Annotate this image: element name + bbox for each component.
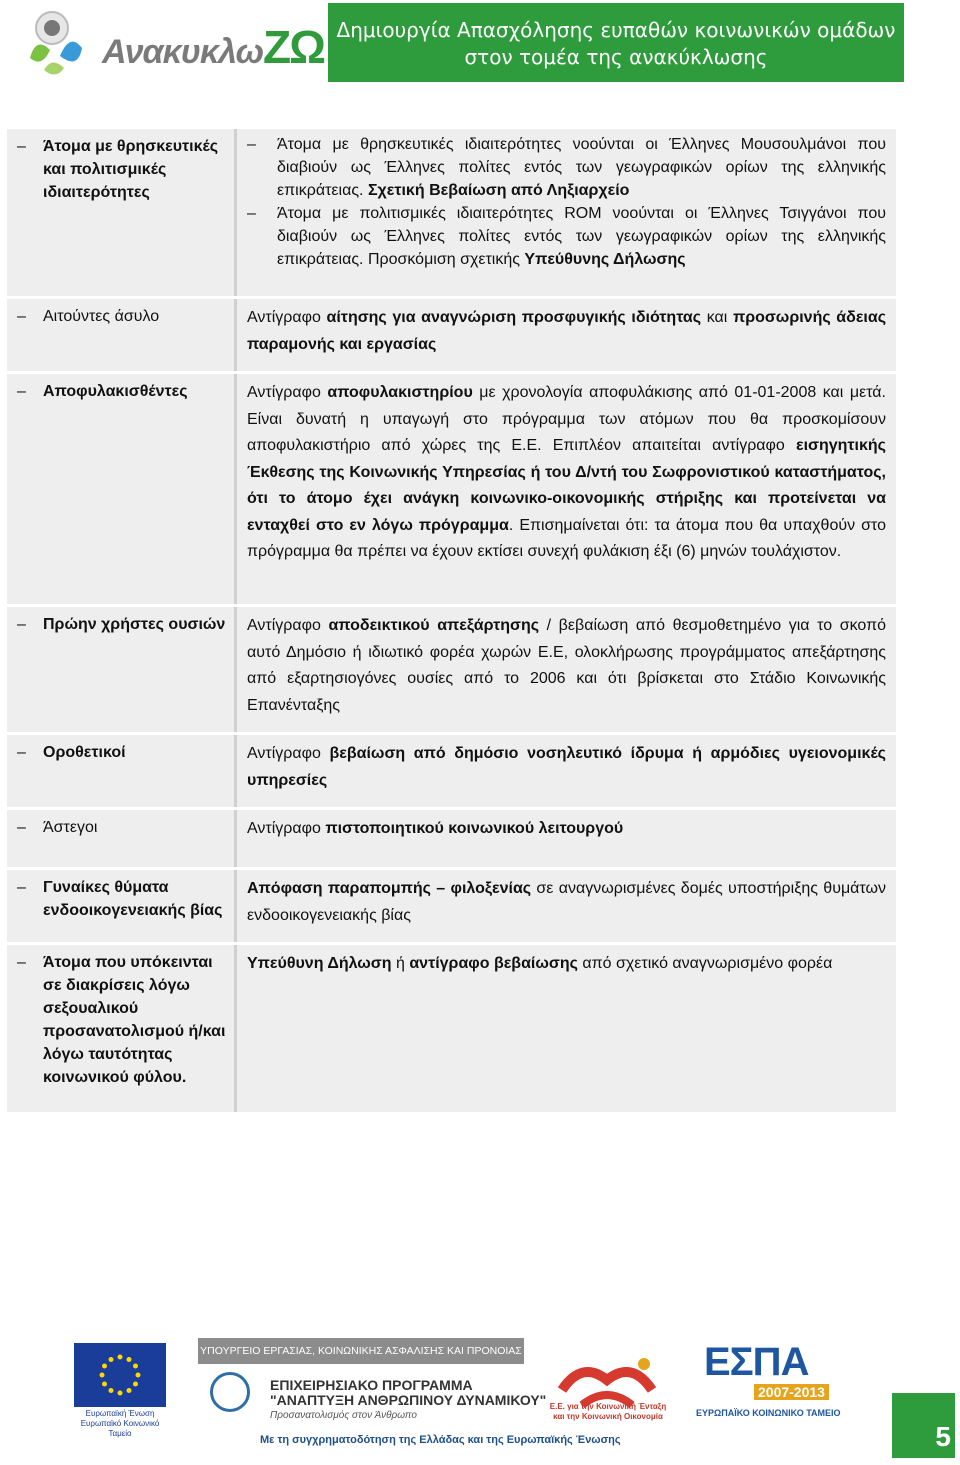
espa-title: ΕΣΠΑ xyxy=(704,1340,809,1384)
category-label: Πρώην χρήστες ουσιών xyxy=(43,616,226,633)
category-cell: – Άτομα που υπόκεινται σε διακρίσεις λόγω σεξουαλικού προσανατολισμού ή/και λόγω ταυτότητας κοινωνικού φύλου. xyxy=(7,945,237,1112)
program-title: ΕΠΙΧΕΙΡΗΣΙΑΚΟ ΠΡΟΓΡΑΜΜΑ "ΑΝΑΠΤΥΞΗ ΑΝΘΡΩΠΙΝΟΥ ΔΥΝΑΜΙΚΟΥ" xyxy=(270,1377,547,1408)
requirement-cell: Απόφαση παραπομπής – φιλοξενίας σε αναγνωρισμένες δομές υποστήριξης θυμάτων ενδοοικογενειακής βίας xyxy=(247,880,886,924)
table-row xyxy=(7,870,896,945)
table-row xyxy=(7,810,896,870)
footer-logos xyxy=(74,1338,844,1456)
cofinance-note: Με τη συγχρηματοδότηση της Ελλάδας και της Ευρωπαϊκής Ένωσης xyxy=(260,1434,621,1446)
documents-table xyxy=(7,129,896,1115)
requirement-cell: Αντίγραφο αίτησης για αναγνώριση προσφυγικής ιδιότητας και προσωρινής άδειας παραμονής και εργασίας xyxy=(247,309,887,353)
ministry-band: ΥΠΟΥΡΓΕΙΟ ΕΡΓΑΣΙΑΣ, ΚΟΙΝΩΝΙΚΗΣ ΑΣΦΑΛΙΣΗΣ ΚΑΙ ΠΡΟΝΟΙΑΣ xyxy=(198,1338,524,1364)
requirement-text: Άτομα με πολιτισμικές ιδιαιτερότητες ROM νοούνται οι Έλληνες Τσιγγάνοι που διαβιούν ως Έλληνες πολίτες εντός των γεωγραφικών ορίων της ελληνικής επικράτειας. Προσκόμιση σχετικής Υπεύθυνης Δήλωσης xyxy=(277,205,886,268)
social-inclusion-caption: Ε.Ε. για την Κοινωνική Ένταξη και την Κοινωνική Οικονομία xyxy=(549,1402,667,1421)
table-row xyxy=(7,129,896,299)
table-row xyxy=(7,735,896,810)
eu-caption: Ευρωπαϊκή Ένωση Ευρωπαϊκό Κοινωνικό Ταμείο xyxy=(80,1409,160,1438)
brand-logo xyxy=(22,6,324,82)
category-cell: – Πρώην χρήστες ουσιών xyxy=(7,607,237,732)
category-label: Αποφυλακισθέντες xyxy=(43,383,188,400)
requirement-cell: Αντίγραφο αποδεικτικού απεξάρτησης / βεβαίωση από θεσμοθετημένο για το σκοπό αυτό Δημόσιο ή ιδιωτικό φορέα χωρών Ε.Ε, ολοκλήρωσης προγράμματος απεξάρτησης από εξαρτησιογόνες ουσίες από το 2006 και ότι βρίσκεται στο Στάδιο Κοινωνικής Επανένταξης xyxy=(247,617,886,714)
espa-years: 2007-2013 xyxy=(754,1384,829,1400)
compass-logo-icon xyxy=(210,1372,250,1412)
category-cell xyxy=(7,129,237,296)
header-banner xyxy=(328,3,904,82)
banner-line-1: Δημιουργία Απασχόλησης ευπαθών κοινωνικών ομάδων xyxy=(336,18,896,42)
requirement-cell: Αντίγραφο πιστοποιητικού κοινωνικού λειτουργού xyxy=(247,820,624,837)
category-cell: – Οροθετικοί xyxy=(7,735,237,807)
category-label: Γυναίκες θύματα ενδοοικογενειακής βίας xyxy=(43,879,223,919)
table-row xyxy=(7,374,896,607)
category-cell: – Αιτούντες άσυλο xyxy=(7,299,237,371)
requirement-cell: Αντίγραφο αποφυλακιστηρίου με χρονολογία αποφυλάκισης από 01-01-2008 και μετά. Είναι δυνατή η υπαγωγή στο πρόγραμμα των ατόμων που θα προσκομίσουν αποφυλακιστήριο από χώρες της Ε.Ε. Επιπλέον απαιτείται αντίγραφο εισηγητικής Έκθεσης της Κοινωνικής Υπηρεσίας ή του Δ/ντή του Σωφρονιστικού καταστήματος, ότι το άτομο έχει ανάγκη κοινωνικο-οικονομικής στήριξης και προτείνεται να ενταχθεί στο εν λόγω πρόγραμμα. Επισημαίνεται ότι: τα άτομα που θα υπαχθούν στο πρόγραμμα θα πρέπει να έχουν εκτίσει συνεχή φυλάκιση έξι (6) μηνών τουλάχιστον. xyxy=(247,384,887,560)
category-label: Οροθετικοί xyxy=(43,744,126,761)
table-row xyxy=(7,945,896,1115)
requirement-text: Άτομα με θρησκευτικές ιδιαιτερότητες νοούνται οι Έλληνες Μουσουλμάνοι που διαβιούν ως Έλληνες πολίτες εντός των γεωγραφικών ορίων της ελληνικής επικράτειας. Σχετική Βεβαίωση από Ληξιαρχείο xyxy=(277,136,886,199)
requirement-cell: Αντίγραφο βεβαίωση από δημόσιο νοσηλευτικό ίδρυμα ή αρμόδιες υγειονομικές υπηρεσίες xyxy=(247,745,887,789)
category-label: Άτομα που υπόκεινται σε διακρίσεις λόγω σεξουαλικού προσανατολισμού ή/και λόγω ταυτότητας κοινωνικού φύλου. xyxy=(43,954,226,1086)
espa-subtitle: ΕΥΡΩΠΑΪΚΟ ΚΟΙΝΩΝΙΚΟ ΤΑΜΕΙΟ xyxy=(696,1408,841,1418)
requirement-cell: Υπεύθυνη Δήλωση ή αντίγραφο βεβαίωσης από σχετικό αναγνωρισμένο φορέα xyxy=(247,955,833,972)
logo-wordmark: ΑνακυκλωΖΩ xyxy=(102,21,324,73)
banner-line-2: στον τομέα της ανακύκλωσης xyxy=(464,45,768,69)
table-row xyxy=(7,299,896,374)
category-label: Αιτούντες άσυλο xyxy=(43,308,160,325)
table-row xyxy=(7,607,896,735)
category-cell: – Γυναίκες θύματα ενδοοικογενειακής βίας xyxy=(7,870,237,942)
eu-flag-icon xyxy=(74,1343,166,1407)
dash-bullet: – xyxy=(17,138,26,155)
program-subtitle: Προσανατολισμός στον Άνθρωπο xyxy=(270,1410,417,1421)
page-number: 5 xyxy=(892,1393,955,1458)
category-cell: – Αποφυλακισθέντες xyxy=(7,374,237,604)
recycle-drops-icon xyxy=(22,6,92,82)
category-label: Άστεγοι xyxy=(43,819,98,836)
category-cell: – Άστεγοι xyxy=(7,810,237,867)
requirement-cell: – Άτομα με θρησκευτικές ιδιαιτερότητες νοούνται οι Έλληνες Μουσουλμάνοι που διαβιούν ως Έλληνες πολίτες εντός των γεωγραφικών ορίων της ελληνικής επικράτειας. Σχετική Βεβαίωση από Ληξιαρχείο – Άτομα με πολιτισμικές ιδιαιτερότητες ROM νοούνται οι Έλληνες Τσιγγάνοι που διαβιούν ως Έλληνες πολίτες εντός των γεωγραφικών ορίων της ελληνικής επικράτειας. Προσκόμιση σχετικής Υπεύθυνης Δήλωσης xyxy=(237,129,896,296)
category-label: Άτομα με θρησκευτικές και πολιτισμικές ιδιαιτερότητες xyxy=(43,138,219,201)
